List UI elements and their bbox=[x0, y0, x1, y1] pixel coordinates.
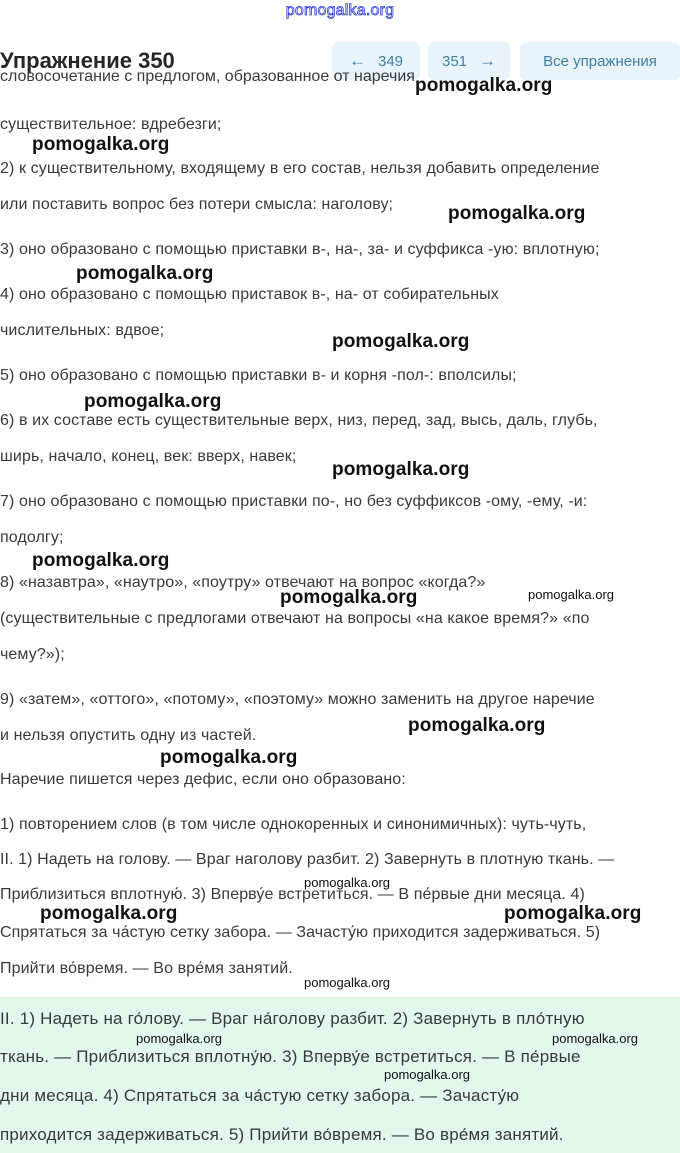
text-line: существительное: вдребезги; bbox=[0, 116, 222, 133]
text-line: 2) к существительному, входящему в его состав, нельзя добавить определение bbox=[0, 160, 600, 177]
watermark: pomogalka.org bbox=[40, 903, 178, 924]
watermark-small: pomogalka.org bbox=[136, 1031, 222, 1046]
text-line: 4) оно образовано с помощью приставок в-, на- от собирательных bbox=[0, 286, 499, 303]
watermark: pomogalka.org bbox=[415, 75, 553, 96]
text-line: и нельзя опустить одну из частей. bbox=[0, 727, 257, 744]
watermark: pomogalka.org bbox=[332, 331, 470, 352]
watermark: pomogalka.org bbox=[160, 747, 298, 768]
arrow-right-icon: → bbox=[479, 51, 497, 70]
cut-off-text: словосочетание с предлогом, образованное от наречия bbox=[0, 68, 415, 85]
watermark: pomogalka.org bbox=[408, 715, 546, 736]
watermark: pomogalka.org bbox=[332, 459, 470, 480]
site-label[interactable]: pomogalka.org bbox=[285, 2, 395, 19]
highlight-line: II. 1) Надеть на го́лову. — Враг на́голову разбит. 2) Завернуть в пло́тную bbox=[0, 1009, 585, 1028]
watermark-small: pomogalka.org bbox=[528, 587, 614, 602]
arrow-left-icon: ← bbox=[348, 51, 366, 70]
text-line: ширь, начало, конец, век: вверх, навек; bbox=[0, 448, 297, 465]
watermark: pomogalka.org bbox=[84, 391, 222, 412]
text-line: 9) «затем», «оттого», «потому», «поэтому» можно заменить на другое наречие bbox=[0, 691, 595, 708]
text-line: Приблизиться вплотную́. 3) Вперву́е встретиться. — В пе́рвые дни месяца. 4) bbox=[0, 886, 585, 903]
text-line: (существительные с предлогами отвечают на вопросы «на какое время?» «по bbox=[0, 610, 590, 627]
text-line: Прийти во́время. — Во вре́мя занятий. bbox=[0, 960, 293, 977]
next-exercise-label: 351 bbox=[441, 52, 468, 70]
text-line: 7) оно образовано с помощью приставки по-, но без суффиксов -ому, -ему, -и: bbox=[0, 493, 588, 510]
text-line: 5) оно образовано с помощью приставки в- и корня -пол-: вполсилы; bbox=[0, 367, 517, 384]
highlight-line: дни месяца. 4) Спрятаться за ча́стую сетку забора. — Зачасту́ю bbox=[0, 1086, 520, 1105]
highlight-line: ткань. — Приблизиться вплотну́ю. 3) Вперву́е встретиться. — В пе́рвые bbox=[0, 1047, 581, 1066]
watermark-small: pomogalka.org bbox=[304, 975, 390, 990]
text-line: или поставить вопрос без потери смысла: наголову; bbox=[0, 196, 394, 213]
cut-off-line bbox=[0, 68, 680, 96]
watermark-small: pomogalka.org bbox=[552, 1031, 638, 1046]
page-title: Упражнение 350 bbox=[0, 48, 175, 73]
watermark: pomogalka.org bbox=[76, 263, 214, 284]
text-line: 8) «назавтра», «наутро», «поутру» отвечают на вопрос «когда?» bbox=[0, 574, 486, 591]
text-line: чему?»); bbox=[0, 646, 65, 663]
prev-exercise-label: 349 bbox=[377, 52, 404, 70]
text-line: 3) оно образовано с помощью приставки в-, на-, за- и суффикса -ую: вплотную; bbox=[0, 241, 600, 258]
text-line: 6) в их составе есть существительные верх, низ, перед, зад, высь, даль, глубь, bbox=[0, 412, 598, 429]
text-line: подолгу; bbox=[0, 529, 64, 546]
text-line: II. 1) Надеть на голову. — Враг наголову разбит. 2) Завернуть в плотную ткань. — bbox=[0, 851, 615, 868]
all-exercises-label: Все упражнения bbox=[543, 52, 657, 70]
text-line: числительных: вдвое; bbox=[0, 322, 165, 339]
text-line: Наречие пишется через дефис, если оно образовано: bbox=[0, 771, 406, 788]
text-line: 1) повторением слов (в том числе однокоренных и синонимичных): чуть-чуть, bbox=[0, 816, 587, 833]
highlight-line: приходится задерживаться. 5) Прийти во́время. — Во вре́мя занятий. bbox=[0, 1125, 564, 1144]
watermark: pomogalka.org bbox=[448, 203, 586, 224]
watermark-small: pomogalka.org bbox=[304, 875, 390, 890]
watermark: pomogalka.org bbox=[32, 550, 170, 571]
watermark: pomogalka.org bbox=[280, 587, 418, 608]
watermark-small: pomogalka.org bbox=[384, 1067, 470, 1082]
watermark: pomogalka.org bbox=[504, 903, 642, 924]
text-line: Спрятаться за ча́стую сетку забора. — Зачасту́ю приходится задерживаться. 5) bbox=[0, 924, 601, 941]
watermark: pomogalka.org bbox=[32, 134, 170, 155]
